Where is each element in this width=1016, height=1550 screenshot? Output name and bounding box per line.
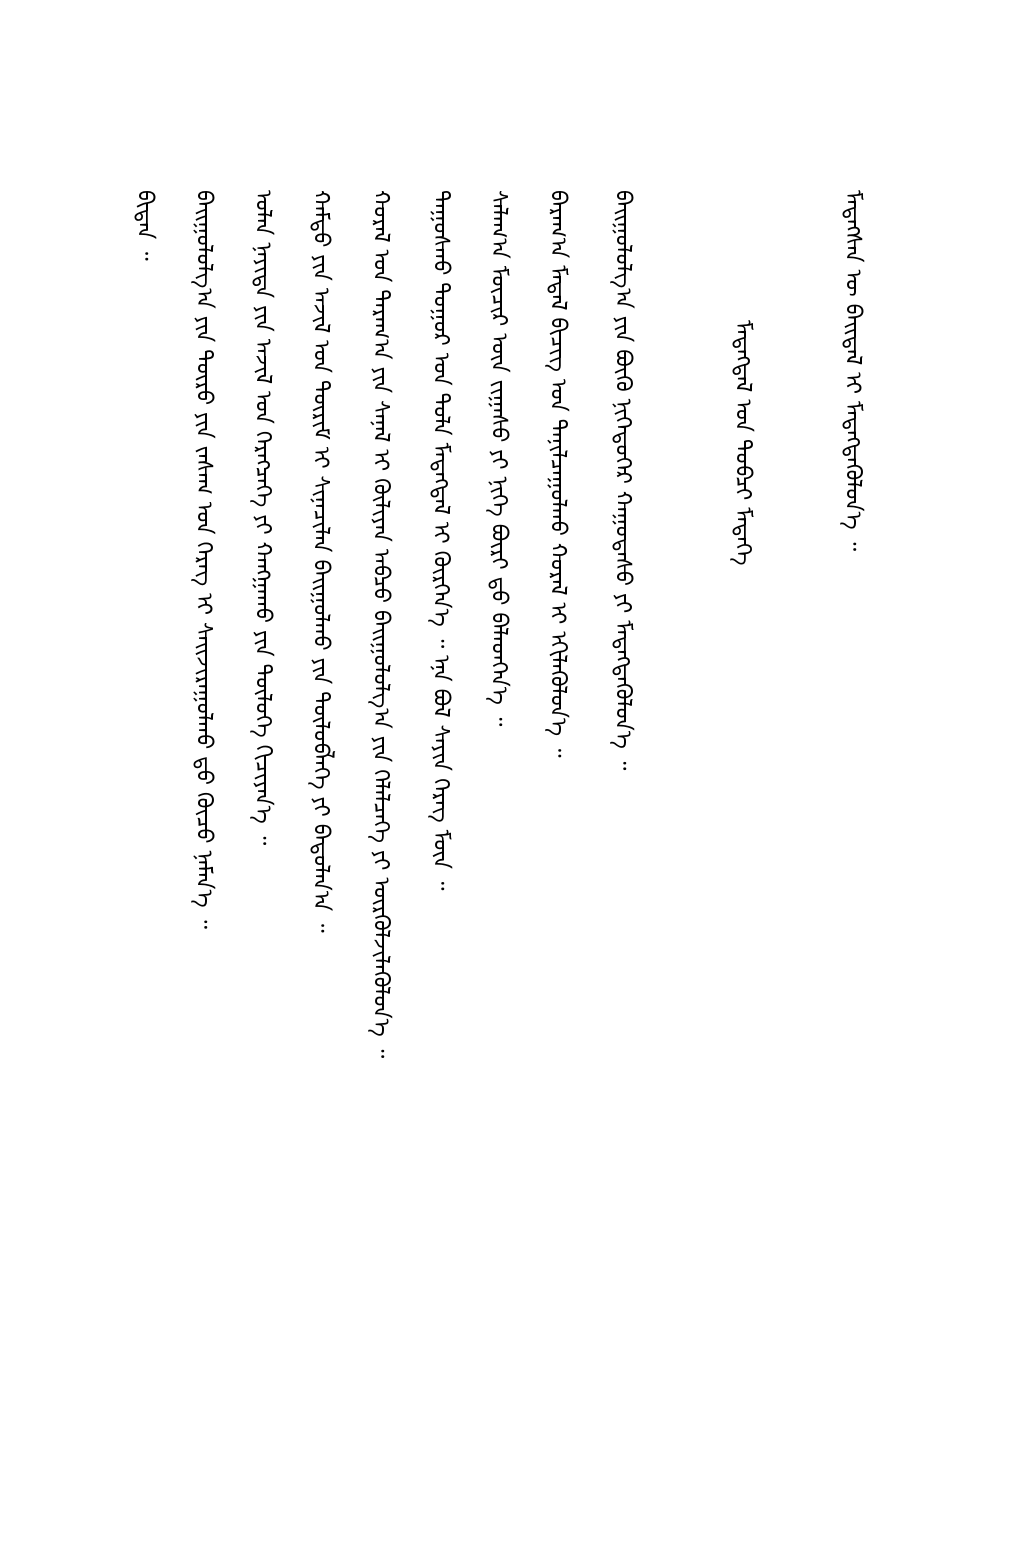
body-text-8: ᠪᠠᠢᠭᠤᠯᠤᠯᠭ᠎ᠠ ᠶᠢᠨ ᠲᠦᠷᠦ ᠶᠢᠨ ᠵᠠᠰᠠᠭ ᠤᠨ ᠬᠡᠷᠡᠭ ᠢ ᠰᠠᠢᠵᠢᠷᠠᠭᠤᠯᠬᠤ ᠳ᠋ᠤ ᠬᠦᠴᠦ ᠨᠡᠮᠡᠨ᠎ᠡ ᠃ [191,190,216,930]
page-title: ᠮᠡᠳᠡᠭᠳᠡᠯ ᠤᠨ ᠲᠣᠪᠴᠢ ᠮᠡᠳᠡᠭᠡ [730,320,755,566]
body-text-5: ᠬᠤᠷᠠᠯ ᠤᠨ ᠳᠠᠷᠠᠭ᠎ᠠ ᠶᠢᠨ ᠰᠠᠨᠠᠯ ᠢ ᠬᠦᠯᠢᠶᠡᠨ ᠠᠪᠴᠤ ᠪᠠᠢᠭᠤᠯᠤᠯᠭ᠎ᠠ ᠶᠢᠨ ᠬᠡᠯᠡᠯᠴᠡᠭᠡ ᠶᠢ ᠦᠷᠭᠦᠯᠵᠢᠯᠡᠭᠦᠯᠦᠨ᠎ᠡ ᠃ [368,190,393,1059]
body-text-1: ᠪᠠᠢᠭᠤᠯᠤᠯᠭ᠎ᠠ ᠶᠢᠨ ᠪᠦᠬᠦ ᠨᠢᠭᠡᠳᠦᠭᠡᠷ ᠬᠠᠭᠤᠳᠠᠰᠤ ᠶᠢ ᠮᠡᠳᠡᠭᠳᠡᠭᠦᠯᠦᠨ᠎ᠡ ᠃ [610,190,635,771]
body-text-2: ᠪᠠᠷᠠᠭ᠎ᠠ ᠮᠡᠳᠡᠯ ᠪᠢᠴᠢᠭ ᠤᠨ ᠲᠠᠨᠢᠯᠴᠠᠭᠤᠯᠬᠤ ᠬᠤᠷᠠᠯ ᠢ ᠡᠬᠢᠯᠡᠭᠦᠯᠦᠨ᠎ᠡ ᠃ [545,190,570,758]
heading-fragment-text: ᠮᠡᠳᠡᠭᠰᠡᠨ ᠦ ᠪᠠᠢᠳᠠᠯ ᠢ ᠮᠡᠳᠡᠭᠳᠡᠭᠦᠯᠦᠨ᠎ᠡ ᠃ [840,190,865,552]
body-text-6: ᠬᠠᠮᠲᠤ ᠶᠢᠨ ᠠᠵᠢᠯ ᠤᠨ ᠳᠦᠷᠢᠮ ᠢ ᠰᠢᠨᠡᠴᠢᠯᠡᠨ ᠪᠠᠢᠭᠤᠯᠬᠤ ᠶᠢᠨ ᠲᠥᠯᠦᠪᠯᠡᠭᠡ ᠶᠢ ᠪᠠᠲᠤᠯᠠᠨ᠎ᠠ ᠃ [308,190,333,933]
body-text-9: ᠪᠢᠳᠡᠨ ᠃ [132,190,157,261]
body-text-4: ᠳᠠᠭᠤᠰᠬᠤ ᠳᠤᠭᠤᠷ ᠤᠨ ᠲᠤᠯᠠ ᠮᠡᠳᠡᠭᠳᠡᠯ ᠢ ᠬᠦᠷᠭᠡᠨ᠎ᠡ ᠃ ᠡᠨᠡ ᠪᠤᠯ ᠰᠠᠶᠢᠨ ᠬᠡᠷᠡᠭ ᠮᠥᠨ ᠃ [428,190,453,891]
body-text-3: ᠰᠠᠯᠠᠭ᠎ᠠ ᠮᠦᠴᠢᠷ ᠦᠨ ᠵᠢᠭᠠᠰᠤ ᠶᠢ ᠨᠢᠭᠡ ᠪᠦᠷᠢ ᠳ᠋ᠤ ᠪᠡᠯᠡᠳᠬᠡᠨ᠎ᠡ ᠃ [486,190,511,727]
body-text-7: ᠣᠯᠠᠨ ᠨᠡᠶᠢᠲᠡ ᠶᠢᠨ ᠠᠵᠢᠯ ᠤᠨ ᠬᠡᠷᠡᠭᠴᠡᠭᠡ ᠶᠢ ᠬᠠᠩᠭᠠᠬᠤ ᠶᠢᠨ ᠲᠥᠯᠦᠭᠡ ᠬᠢᠴᠢᠶᠡᠨ᠎ᠡ ᠃ [250,190,275,846]
